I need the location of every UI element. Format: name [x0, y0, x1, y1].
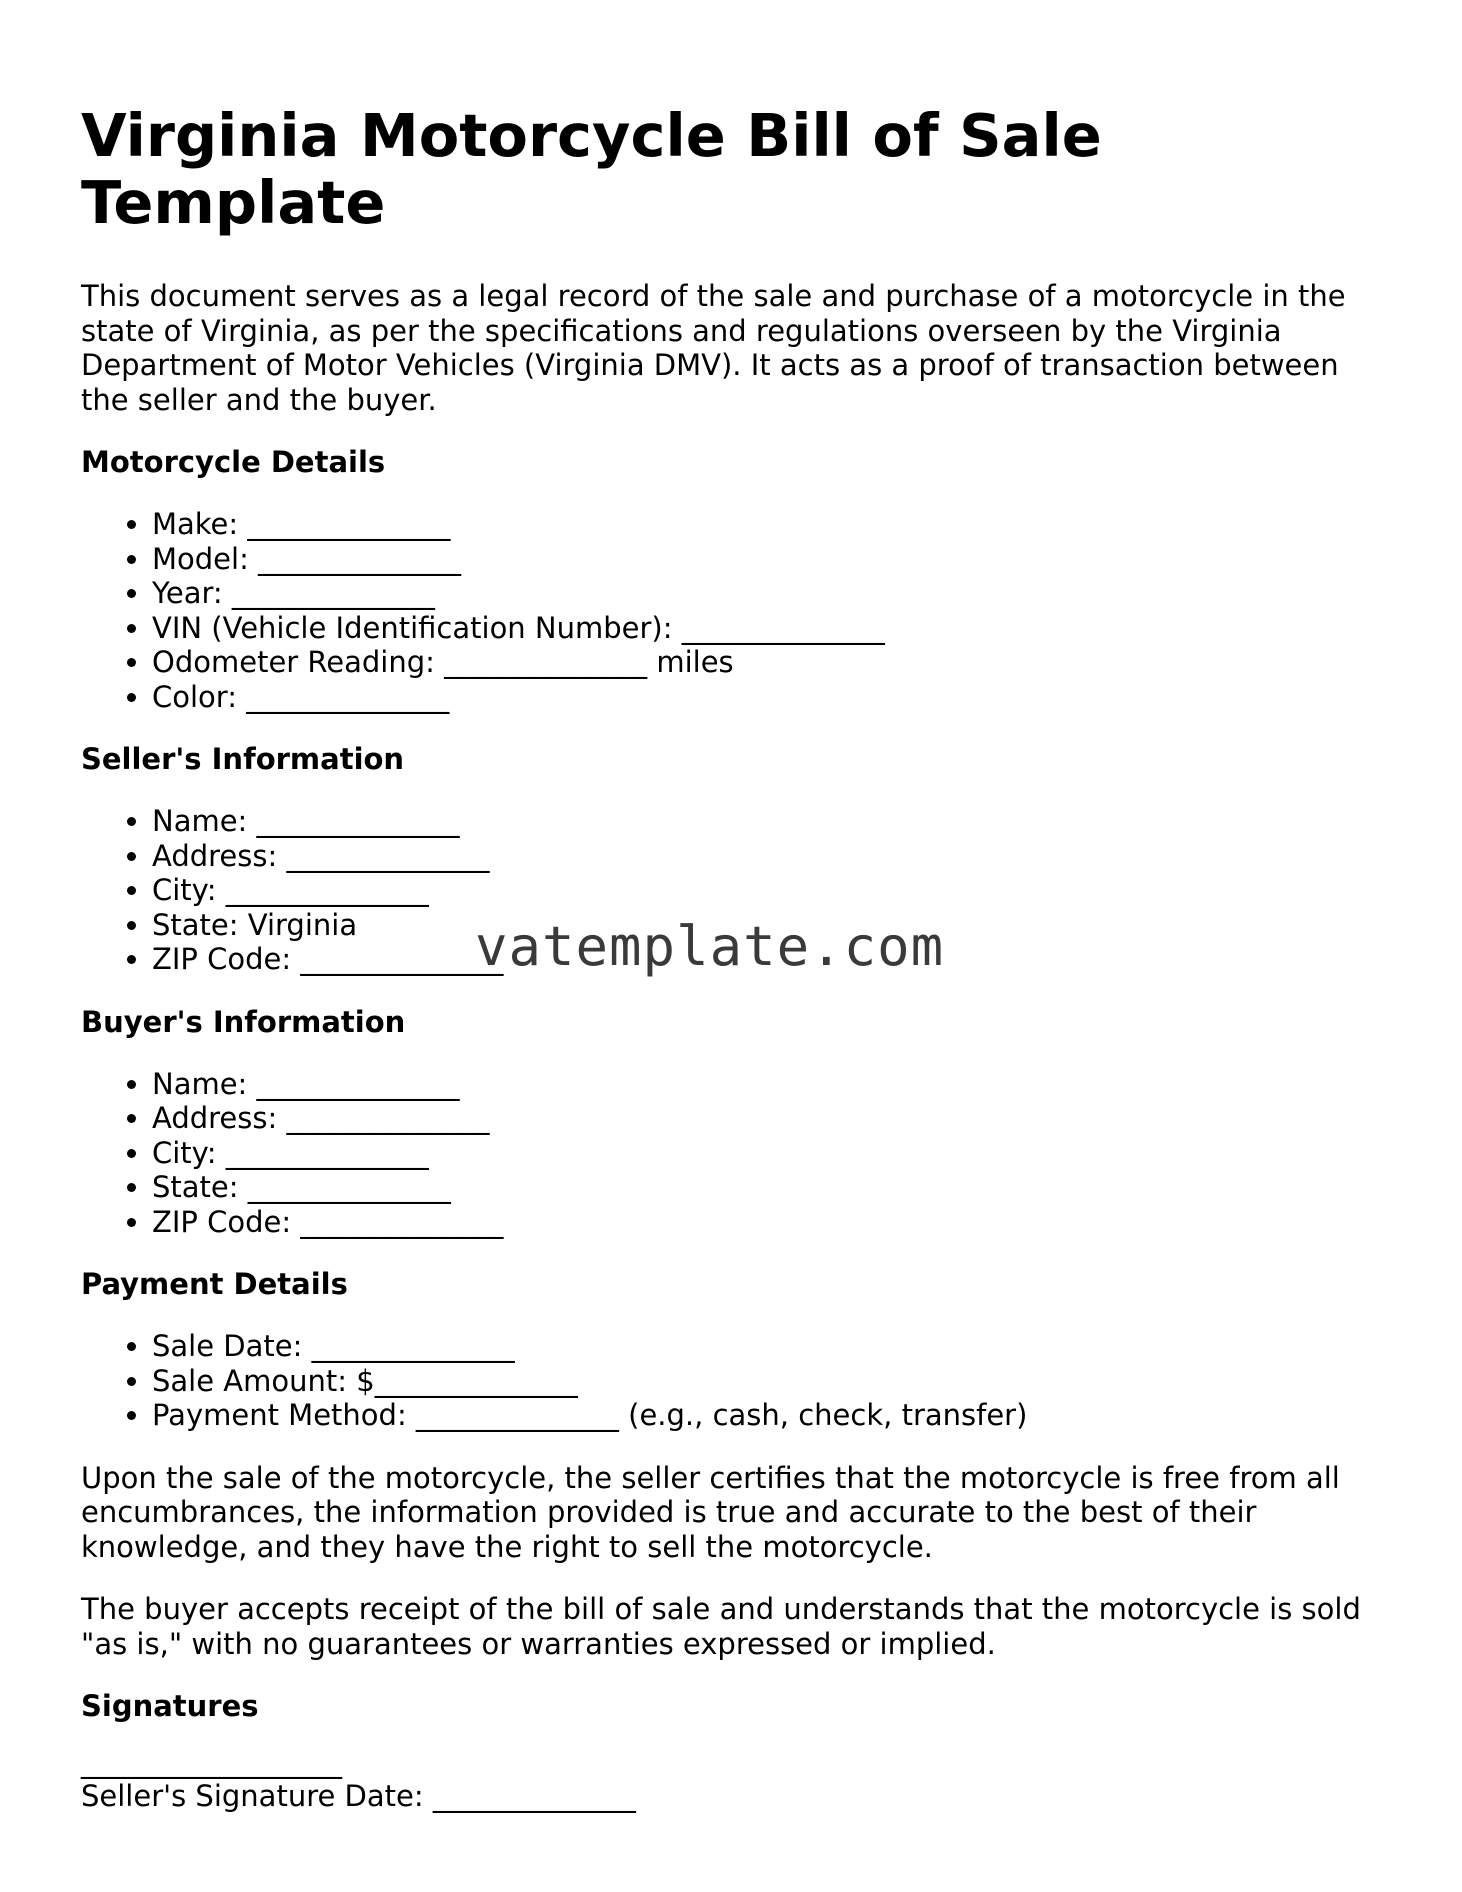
signature-line: __________________: [81, 1745, 342, 1779]
list-item-sale-amount: • Sale Amount: $______________: [152, 1364, 1391, 1399]
list-item-odometer: • Odometer Reading: ______________ miles: [152, 645, 1391, 680]
signatures-heading: Signatures: [81, 1689, 259, 1723]
buyer-information-heading: Buyer's Information: [81, 1004, 406, 1039]
payment-details-list: [81, 1329, 1391, 1433]
seller-signature-label: Seller's Signature Date: ______________: [81, 1779, 636, 1813]
watermark: vatemplate.com: [475, 915, 945, 978]
list-item-buyer-zip: • ZIP Code: ______________: [152, 1205, 1391, 1240]
list-item-seller-name: • Name: ______________: [152, 804, 1391, 839]
seller-information-heading: Seller's Information: [81, 742, 405, 776]
list-item-payment-method: • Payment Method: ______________ (e.g., cash, check, transfer): [152, 1398, 1391, 1433]
list-item-year: • Year: ______________: [152, 576, 1391, 611]
list-item-seller-address: • Address: ______________: [152, 839, 1391, 874]
certification-paragraph: Upon the sale of the motorcycle, the seller certifies that the motorcycle is free from all encumbrances, the information provided is true and accurate to the best of their knowledge, and they have the right to sell the motorcycle.: [81, 1460, 1340, 1564]
list-item-seller-city: • City: ______________: [152, 873, 1391, 908]
list-item-buyer-state: • State: ______________: [152, 1170, 1391, 1205]
motorcycle-details-heading: Motorcycle Details: [81, 445, 386, 479]
acceptance-paragraph: The buyer accepts receipt of the bill of sale and understands that the motorcycle is sold "as is," with no guarantees or warranties expressed or implied.: [81, 1592, 1361, 1661]
list-item-color: • Color: ______________: [152, 680, 1391, 715]
page-title: Virginia Motorcycle Bill of Sale Template: [81, 101, 1102, 237]
list-item-buyer-city: • City: ______________: [152, 1136, 1391, 1171]
intro-paragraph: This document serves as a legal record of the sale and purchase of a motorcycle in the state of Virginia, as per the specifications and regulations overseen by the Virginia Department of Motor Vehicles (Virginia DMV). It acts as a proof of transaction between the seller and the buyer.: [81, 279, 1346, 417]
list-item-seller-state: • State: Virginia: [152, 908, 1391, 943]
payment-details-heading: Payment Details: [81, 1267, 348, 1301]
list-item-sale-date: • Sale Date: ______________: [152, 1329, 1391, 1364]
buyer-information-list: [81, 1067, 1391, 1240]
list-item-buyer-name: • Name: ______________: [152, 1067, 1391, 1102]
list-item-seller-zip: • ZIP Code: ______________: [152, 942, 1391, 977]
list-item-buyer-address: • Address: ______________: [152, 1101, 1391, 1136]
list-item-vin: • VIN (Vehicle Identification Number): ______________: [152, 611, 1391, 646]
list-item-model: • Model: ______________: [152, 542, 1391, 577]
list-item-make: • Make: ______________: [152, 507, 1391, 542]
motorcycle-details-list: [81, 507, 1391, 714]
